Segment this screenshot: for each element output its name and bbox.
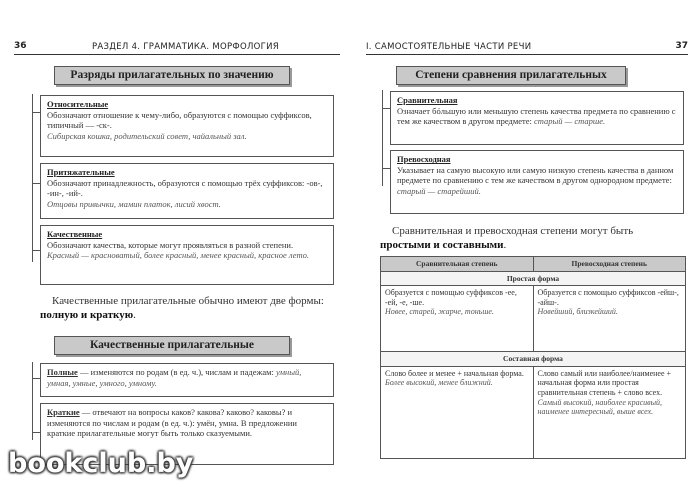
comparison-degrees-banner: Степени сравнения прилагательных — [396, 66, 626, 85]
degrees-table — [380, 256, 686, 459]
box-title: Относительные — [47, 99, 109, 109]
left-header-text: РАЗДЕЛ 4. ГРАММАТИКА. МОРФОЛОГИЯ — [92, 42, 280, 52]
para-text: Сравнительная и превосходная степени могут быть — [392, 225, 634, 237]
para-text: Качественные прилагательные обычно имеют две формы: — [52, 295, 324, 307]
qualitative-adjectives-banner: Качественные прилагательные — [54, 336, 290, 355]
right-bracket-tick-2 — [382, 168, 390, 169]
left-bracket-tick-5 — [32, 432, 40, 433]
adjective-categories-banner: Разряды прилагательных по значению — [54, 66, 290, 85]
cell-example: Самый высокий, наиболее красивый, наименее интересный, выше всех. — [537, 397, 663, 417]
right-bracket-tick-1 — [382, 108, 390, 109]
simple-composite-paragraph — [380, 224, 684, 252]
box-text: Обозначают отношение к чему-либо, образуются с помощью суффиксов, типичный — -ск-. — [47, 109, 312, 130]
left-page — [14, 40, 340, 480]
superlative-degree-box — [390, 150, 684, 214]
table-cell — [381, 286, 534, 352]
box-title: Притяжательные — [47, 167, 115, 177]
table-row — [381, 286, 686, 352]
table-section-row — [381, 271, 686, 286]
cell-text: Образуется с помощью суффиксов -ее, -ей, -е, -ше. — [385, 288, 517, 307]
possessive-adjectives-box — [40, 163, 334, 219]
box-text: Указывает на самую высокую или самую низкую степень качества в данном предмете по сравнению с тем же качеством в другом однородном предмете: — [397, 164, 674, 185]
table-section-label: Составная форма — [381, 352, 686, 367]
box-title: Качественные — [47, 229, 103, 239]
table-header: Сравнительная степень — [381, 257, 534, 272]
left-page-number: 36 — [14, 41, 27, 51]
para-end: . — [503, 239, 507, 251]
box-example: Сибирская кошка, родительский совет, чайальный зал. — [47, 130, 247, 141]
full-form-box — [40, 363, 334, 397]
para-bold: полную и краткую — [40, 309, 134, 321]
table-cell — [533, 366, 686, 458]
cell-text: Слово самый или наиболее/наименее + начальная форма или простая сравнительная степень + слово всех. — [537, 368, 672, 397]
table-section-label: Простая форма — [381, 271, 686, 286]
para-bold: простыми и составными — [380, 239, 504, 251]
box-title: Полные — [47, 367, 78, 377]
box-title: Краткие — [47, 407, 80, 417]
box-title: Сравнительная — [397, 95, 458, 105]
box-text: Означает бóльшую или меньшую степень качества предмета по сравнению с тем же качеством в другом предмете: — [397, 105, 676, 126]
cell-example: Новейший, близкейший. — [537, 307, 618, 317]
cell-text: Образуется с помощью суффиксов -ейш-, -айш-. — [537, 288, 679, 307]
right-header-text: I. САМОСТОЯТЕЛЬНЫЕ ЧАСТИ РЕЧИ — [366, 42, 532, 52]
right-bracket-line — [382, 90, 383, 186]
box-example: Красный — красноватый, более красный, менее красный, красное лето. — [47, 250, 309, 260]
table-header-row — [381, 257, 686, 272]
table-cell — [381, 366, 534, 458]
cell-example: Новее, старей, жарче, тоньше. — [385, 307, 494, 317]
table-header: Превосходная степень — [533, 257, 686, 272]
box-text: — изменяются по родам (в ед. ч.), числам и падежам: — [77, 367, 277, 377]
box-example: старый — старше. — [534, 116, 606, 126]
box-example: умный, умная, умные, умного, умному. — [47, 367, 302, 388]
left-bracket-line-2 — [32, 362, 33, 440]
left-bracket-tick-2 — [32, 183, 40, 184]
left-running-header — [14, 40, 340, 55]
relative-adjectives-box — [40, 95, 334, 157]
left-bracket-tick-3 — [32, 250, 40, 251]
cell-text: Слово более и менее + начальная форма. — [385, 368, 524, 378]
table-cell — [533, 286, 686, 352]
box-text: — отвечают на вопросы каков? какова? каково? каковы? и изменяются по числам и родам (в ед. ч.): умён, умна. В предложении краткие прилагательные могут быть только сказуемыми. — [47, 407, 297, 438]
right-page-number: 37 — [675, 41, 688, 51]
qualitative-adjectives-box — [40, 225, 334, 285]
comparative-degree-box — [390, 91, 684, 145]
left-bracket-tick-1 — [32, 112, 40, 113]
right-running-header — [366, 40, 688, 55]
para-end: . — [133, 309, 136, 321]
cell-example: Более высокий, менее ближний. — [385, 378, 493, 388]
watermark: bookclub.by — [8, 448, 194, 479]
left-bracket-line-1 — [32, 94, 33, 262]
two-forms-paragraph — [40, 294, 334, 322]
box-example: старый — старейший. — [397, 185, 481, 196]
box-text: Обозначают принадлежность, образуются с помощью трёх суффиксов: -ов-, -ин-, -ий-. — [47, 177, 323, 198]
table-section-row — [381, 352, 686, 367]
table-row — [381, 366, 686, 458]
box-text: Обозначают качества, которые могут проявляться в разной степени. — [47, 239, 294, 250]
left-bracket-tick-4 — [32, 378, 40, 379]
box-title: Превосходная — [397, 154, 451, 164]
right-page — [366, 40, 688, 480]
box-example: Отцовы привычки, мамин платок, лисий хвост. — [47, 198, 221, 209]
